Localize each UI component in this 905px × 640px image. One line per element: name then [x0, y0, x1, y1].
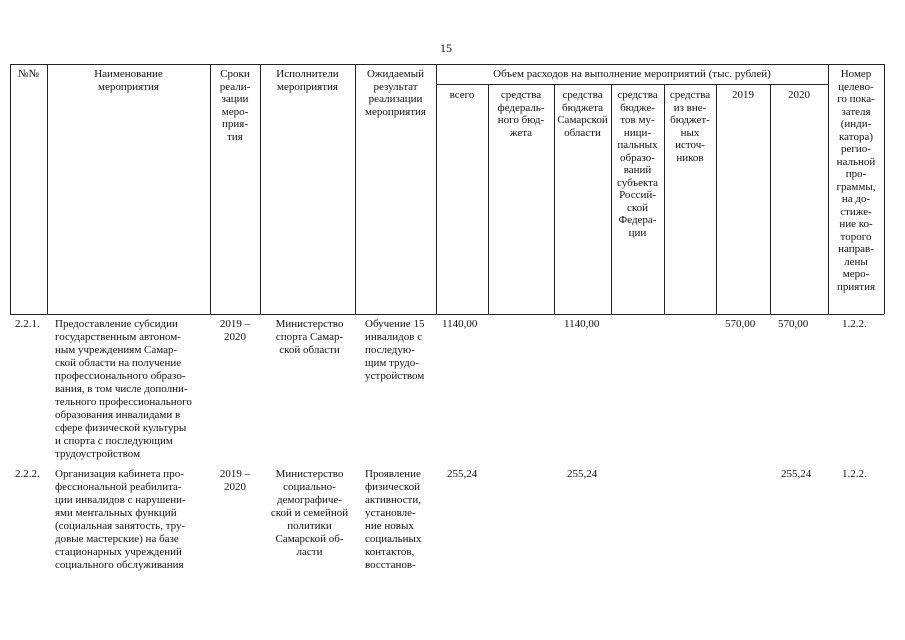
row-executors: Министерство социально- демографиче- ской и семейной политики Самарской об- ласти [270, 468, 349, 558]
row-2020: 255,24 [781, 468, 812, 480]
page-number: 15 [440, 41, 452, 55]
header-total: всего [449, 89, 475, 101]
header-regional: средства бюджета Самарской области [557, 89, 608, 139]
col-border [436, 64, 437, 314]
row-result: Проявление физической активности, установле- ние новых социальных контактов, восстанов- [365, 468, 422, 571]
header-volume: Объем расходов на выполнение мероприятий (тыс. рублей) [493, 68, 771, 80]
row-executors: Министерство спорта Самар- ской области [275, 318, 344, 356]
header-terms: Сроки реали- зации меро- прия- тия [219, 68, 251, 143]
row-number: 2.2.1. [15, 318, 40, 330]
header-2020: 2020 [788, 89, 810, 101]
header-name: Наименование мероприятия [94, 68, 163, 93]
row-regional: 1140,00 [564, 318, 600, 330]
row-indicator: 1.2.2. [842, 318, 867, 330]
header-extra: средства из вне- бюджет- ных источ- ников [669, 89, 711, 164]
header-bottom-border [10, 314, 884, 315]
header-municipal: средства бюдже- тов му- ници- пальных образо- ваний субъекта Россий- ской Федера- ции [616, 89, 658, 239]
row-total: 255,24 [447, 468, 478, 480]
col-border [884, 64, 885, 314]
row-2020: 570,00 [778, 318, 809, 330]
col-border [47, 64, 48, 314]
row-2019: 570,00 [725, 318, 756, 330]
row-name: Организация кабинета про- фессиональной реабилита- ции инвалидов с нарушени- ями ментальных функций (социальная занятость, тру- довые мастерские) на базе стационарных учреждений социального обслуживания [55, 468, 186, 571]
col-border [260, 64, 261, 314]
header-indicator: Номер целево- го пока- зателя (инди- катора) регио- нальной про- граммы, на до- стиже- ние ко- торого направ- лены меро- приятия [836, 68, 876, 293]
col-border [716, 84, 717, 314]
table-header [10, 64, 884, 314]
row-terms: 2019 – 2020 [219, 468, 251, 493]
header-2019: 2019 [732, 89, 754, 101]
row-name: Предоставление субсидии государственным автоном- ным учреждениям Самар- ской области на получение профессионального образо- вания, в том числе дополни- тельного профессионального образования инвалидами в сфере физической культуры и спорта с последующим трудоустройством [55, 318, 192, 460]
header-num: №№ [18, 68, 39, 80]
row-terms: 2019 – 2020 [219, 318, 251, 343]
header-federal: средства федераль- ного бюд- жета [497, 89, 545, 139]
row-result: Обучение 15 инвалидов с последую- щим трудо- устройством [365, 318, 425, 382]
row-total: 1140,00 [442, 318, 478, 330]
row-indicator: 1.2.2. [842, 468, 867, 480]
col-border [770, 84, 771, 314]
header-executors: Исполнители мероприятия [276, 68, 339, 93]
header-result: Ожидаемый результат реализации мероприятия [365, 68, 426, 118]
header-top-border [10, 64, 884, 65]
row-number: 2.2.2. [15, 468, 40, 480]
row-regional: 255,24 [567, 468, 598, 480]
col-border [10, 64, 11, 314]
